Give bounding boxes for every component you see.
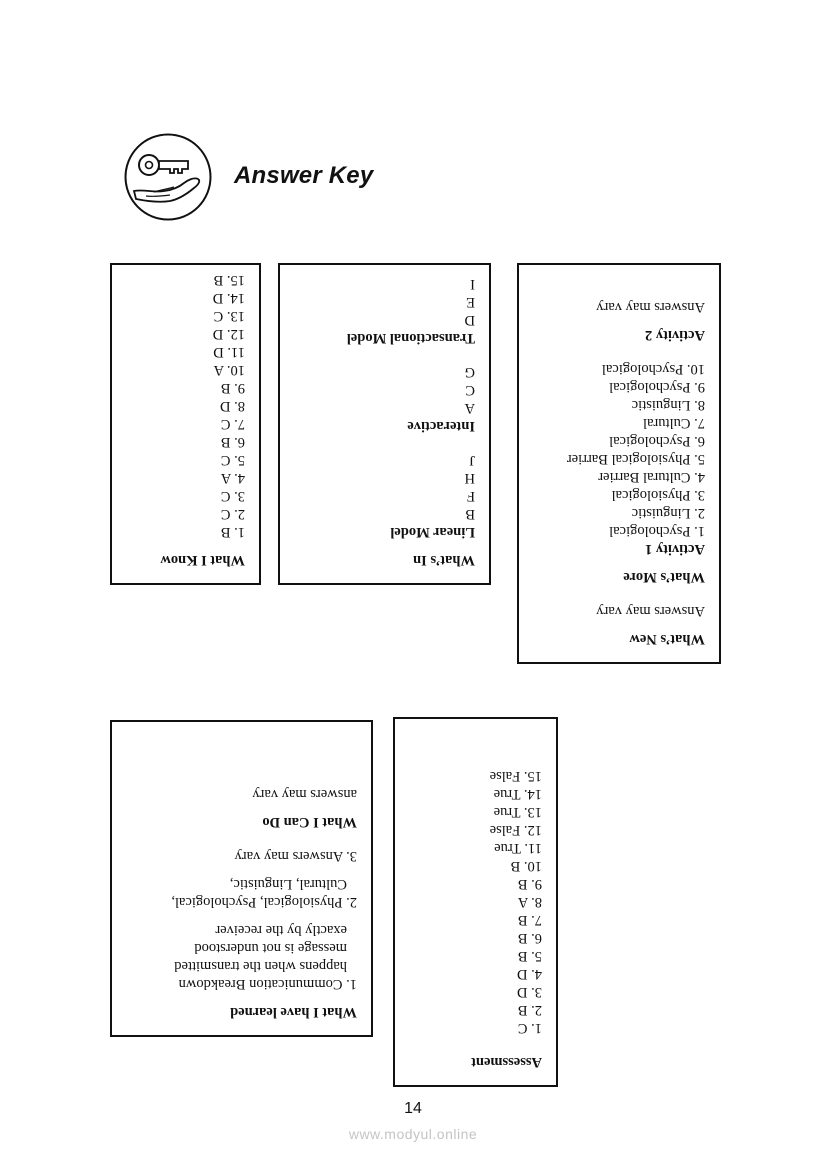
answer-item: 15. False <box>489 768 542 784</box>
answer-item: 7. B <box>517 912 542 928</box>
section-heading: What I Can Do <box>262 814 357 830</box>
page-title: Answer Key <box>234 162 374 189</box>
answer-item: C <box>465 382 475 398</box>
box-whats-in <box>278 263 491 585</box>
answer-item: 1. C <box>517 1020 542 1036</box>
box-what-i-have-learned <box>110 720 373 1037</box>
answer-item: 10. Psychological <box>601 361 705 377</box>
answer-item: 5. B <box>517 948 542 964</box>
answer-item: 5. Physiological Barrier <box>566 451 705 467</box>
answer-item: 9. B <box>517 876 542 892</box>
subheading: Linear Model <box>390 524 475 540</box>
box-whats-new <box>517 263 721 664</box>
answer-item: 2. Linguistic <box>631 505 705 521</box>
box-what-i-know <box>110 263 261 585</box>
answer-item: 3. D <box>517 984 542 1000</box>
answer-item: 14. True <box>493 786 542 802</box>
section-heading: What I have learned <box>230 1004 357 1020</box>
subheading: Activity 1 <box>645 541 705 557</box>
answer-item: A <box>464 400 475 416</box>
answer-item: 9. B <box>220 380 245 396</box>
section-heading: What’s More <box>623 569 705 585</box>
key-in-hand-icon <box>124 133 212 221</box>
page-number: 14 <box>404 1100 422 1117</box>
answer-item: H <box>464 470 475 486</box>
subheading: Activity 2 <box>645 327 705 343</box>
answer-item: 4. A <box>220 470 245 486</box>
answer-item: 11. True <box>494 840 542 856</box>
answer-line: 1. Communication Breakdown <box>178 976 357 992</box>
answer-item: 8. Linguistic <box>631 397 705 413</box>
answer-item: I <box>470 276 475 292</box>
answer-item: F <box>466 488 475 504</box>
answer-line: 3. Answers may vary <box>234 848 357 864</box>
answer-item: 5. C <box>220 452 245 468</box>
answer-item: D <box>464 312 475 328</box>
subheading: Interactive <box>407 418 475 434</box>
answer-item: 4. D <box>517 966 542 982</box>
answer-item: 11. D <box>213 344 245 360</box>
answer-item: 3. Physiological <box>611 487 705 503</box>
answer-item: 6. B <box>220 434 245 450</box>
answer-item: 13. True <box>493 804 542 820</box>
answer-item: 1. Psychological <box>609 523 705 539</box>
answer-line: Cultural, Linguistic, <box>229 876 347 892</box>
answer-item: 7. Cultural <box>642 415 705 431</box>
answer-item: E <box>466 294 475 310</box>
answer-item: 2. C <box>220 506 245 522</box>
answer-item: 4. Cultural Barrier <box>598 469 705 485</box>
answer-item: 8. D <box>220 398 245 414</box>
section-heading: Assessment <box>471 1054 542 1070</box>
section-heading: What’s New <box>629 631 705 647</box>
answer-item: 12. False <box>489 822 542 838</box>
answer-line: message is not understood <box>194 940 347 956</box>
answer-item: 6. Psychological <box>609 433 705 449</box>
answer-item: 7. C <box>220 416 245 432</box>
answer-item: 10. B <box>510 858 542 874</box>
answer-item: 9. Psychological <box>609 379 705 395</box>
answer-item: 14. D <box>212 290 245 306</box>
answer-item: B <box>465 506 475 522</box>
answer-item: 10. A <box>213 362 245 378</box>
section-heading: What’s In <box>413 552 475 568</box>
answer-item: 6. B <box>517 930 542 946</box>
answer-item: 15. B <box>213 272 245 288</box>
answer-item: 13. C <box>213 308 245 324</box>
answer-line: 2. Physiological, Psychological, <box>171 894 357 910</box>
answer-item: 12. D <box>212 326 245 342</box>
watermark: www.modyul.online <box>348 1126 478 1142</box>
answer-item: 8. A <box>517 894 542 910</box>
answer-line: exactly by the receiver <box>215 922 347 938</box>
subheading: Transactional Model <box>346 330 475 346</box>
answer-text: answers may vary <box>252 786 357 802</box>
answer-item: 1. B <box>220 524 245 540</box>
answer-item: 3. C <box>220 488 245 504</box>
answer-item: J <box>469 452 475 468</box>
answer-line: happens when the transmitted <box>174 958 347 974</box>
section-heading: What I Know <box>160 552 245 568</box>
answer-item: G <box>464 364 475 380</box>
answer-text: Answers may vary <box>596 603 705 619</box>
box-assessment <box>393 717 558 1087</box>
answer-text: Answers may vary <box>596 299 705 315</box>
answer-item: 2. B <box>517 1002 542 1018</box>
